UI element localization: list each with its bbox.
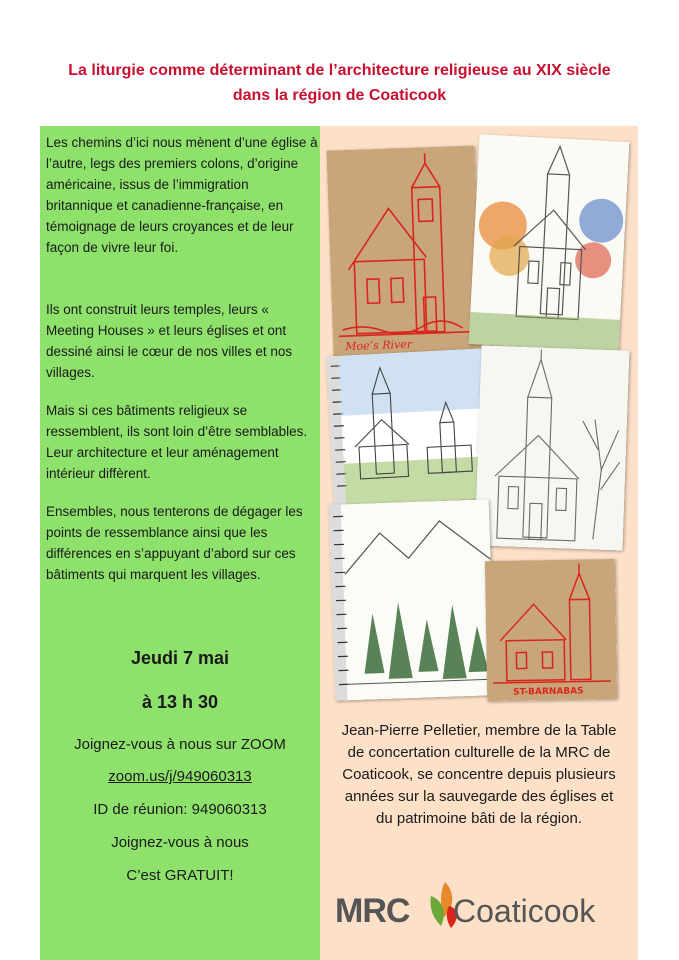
meeting-id: ID de réunion: 949060313 xyxy=(93,801,267,818)
title-line-2: dans la région de Coaticook xyxy=(232,87,447,104)
mrc-coaticook-logo xyxy=(335,878,625,938)
bio-text: Jean-Pierre Pelletier, membre de la Table de concertation culturelle de la MRC de Coaticook, se concentre depuis plusieurs années sur la sauvegarde des églises et du patrimoine bâti de la région. xyxy=(341,722,617,827)
zoom-link-row xyxy=(40,768,320,785)
zoom-link[interactable]: zoom.us/j/949060313 xyxy=(108,768,252,785)
logo-coaticook-text: Coaticook xyxy=(453,893,596,929)
title-line-1: La liturgie comme déterminant de l’architecture religieuse au XIX siècle xyxy=(68,62,611,79)
free-text: C’est GRATUIT! xyxy=(126,867,234,884)
paragraph-3: Mais si ces bâtiments religieux se ressemblent, ils sont loin d’être semblables. Leur architecture et leur aménagement intérieur diffèrent. xyxy=(46,403,308,481)
paragraph-4: Ensembles, nous tenterons de dégager les points de ressemblance ainsi que les différences en s’appuyant d’abord sur ces bâtiments qui marquent les villages. xyxy=(46,504,303,582)
event-time: à 13 h 30 xyxy=(141,692,219,712)
flyer-title xyxy=(0,58,679,108)
sketch-forest-landscape xyxy=(329,499,496,700)
join-zoom-text: Joignez-vous à nous sur ZOOM xyxy=(74,736,286,753)
join-text: Joignez-vous à nous xyxy=(111,834,249,851)
paragraph-1: Les chemins d’ici nous mènent d’une église à l’autre, legs des premiers colons, d’origine américaine, issus de l’immigration britannique et canadienne-française, en témoignage de leurs croyances et de leur façon de vivre leur foi. xyxy=(46,135,318,255)
paragraph-2: Ils ont construit leurs temples, leurs « Meeting Houses » et leurs églises et ont dessiné ainsi le cœur de nos villes et nos villages. xyxy=(46,302,293,380)
logo-mrc-text: MRC xyxy=(335,892,410,930)
sketch-st-barnabas-church xyxy=(485,559,617,701)
sketch-caption-st-barnabas: ST-BARNABAS xyxy=(513,686,584,698)
sketch-caption-moes-river: Moe’s River xyxy=(345,337,413,354)
event-date: Jeudi 7 mai xyxy=(130,648,230,668)
sketch-pencil-church xyxy=(475,345,630,550)
sketch-moes-river-church xyxy=(326,145,481,360)
sketch-autumn-church xyxy=(469,134,630,352)
